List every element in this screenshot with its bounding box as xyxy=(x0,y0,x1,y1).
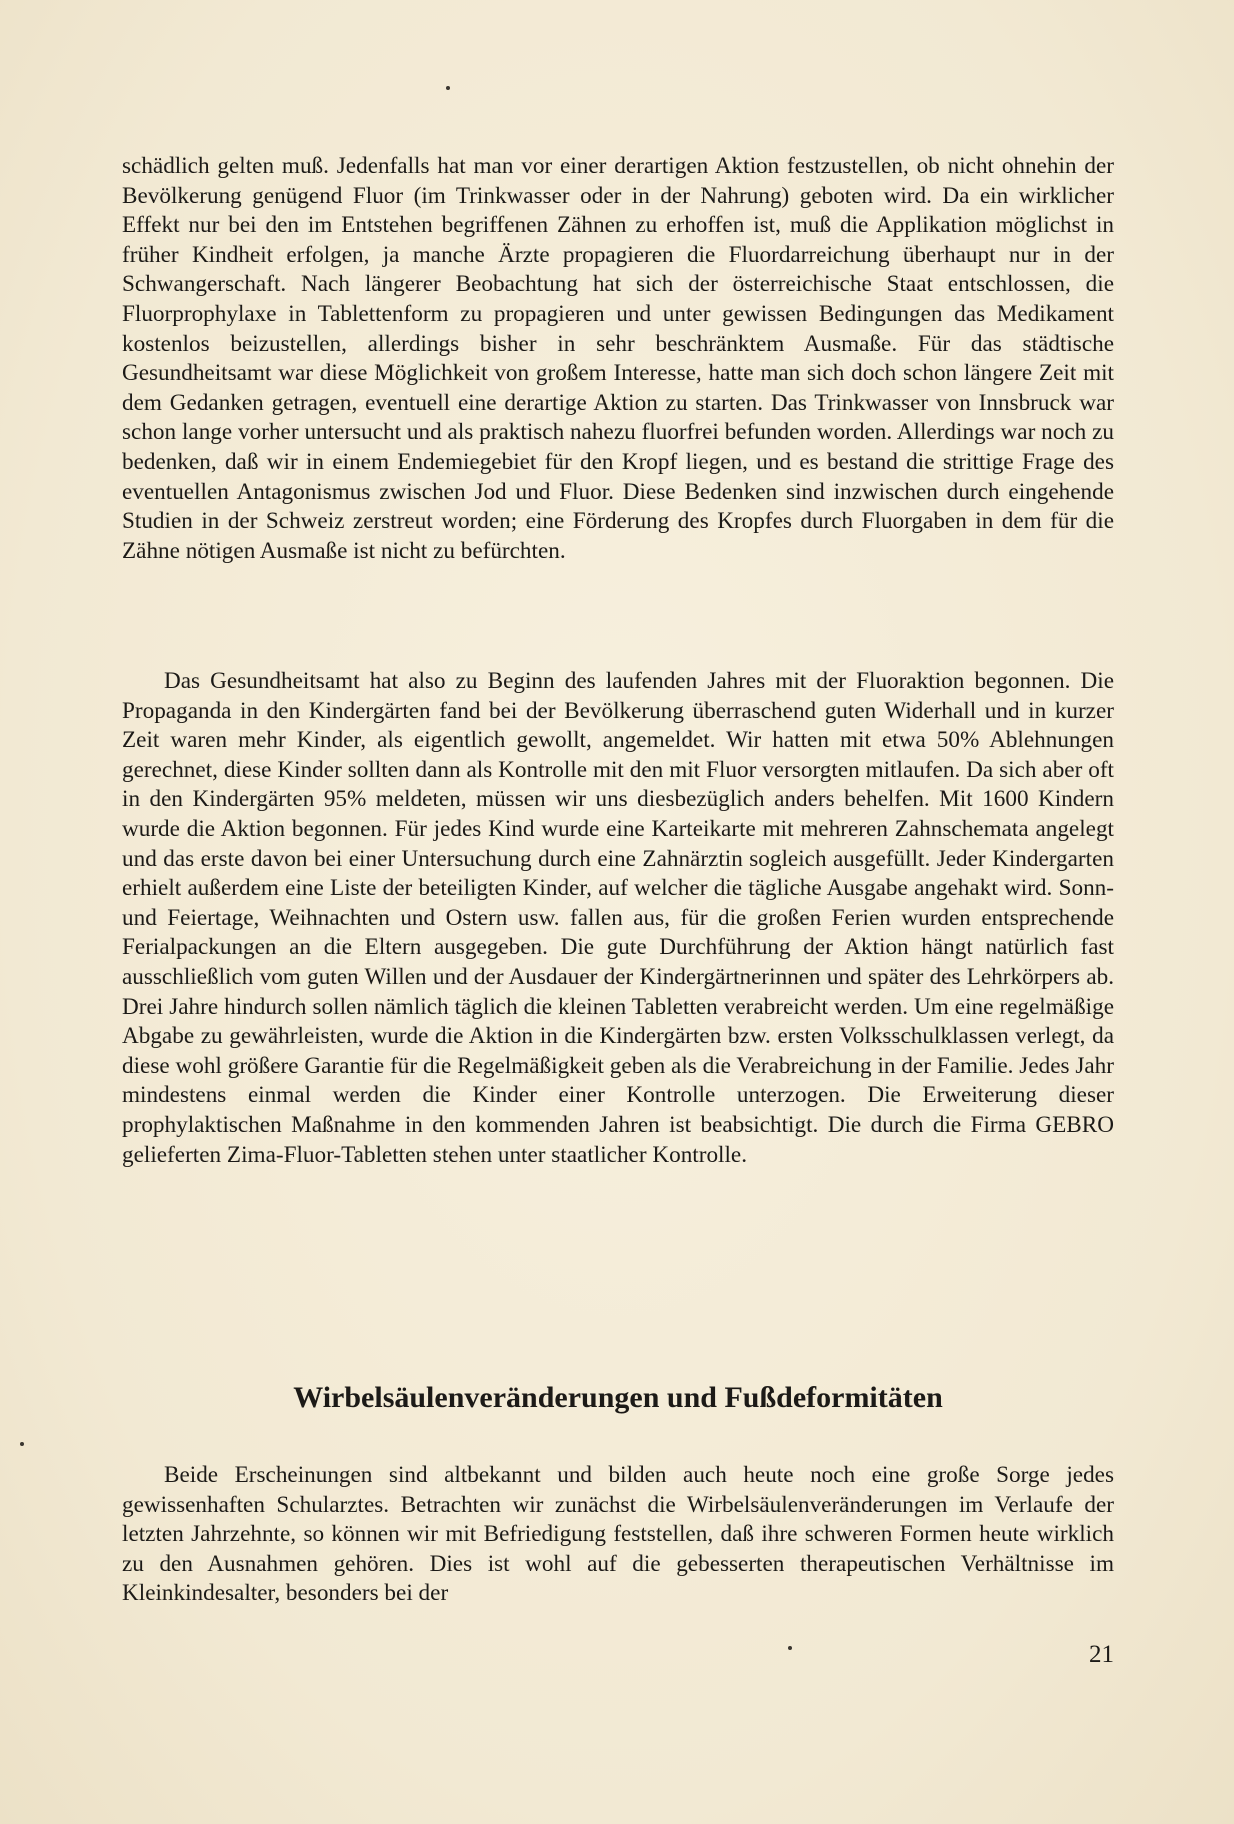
body-text-block xyxy=(122,1461,1114,1609)
section-heading: Wirbelsäulenveränderungen und Fußdeformitäten xyxy=(293,1381,943,1414)
page-number: 21 xyxy=(1089,1641,1114,1668)
paper-speck xyxy=(788,1646,792,1650)
body-text-block xyxy=(122,152,1114,566)
paragraph-spine-deformities: Beide Erscheinungen sind altbekannt und bilden auch heute noch eine große Sorge jedes gewissenhaften Schularztes. Betrachten wir zunächst die Wirbelsäulenveränderungen im Verlaufe der letzten Jahrzehnte, so können wir mit Befriedigung feststellen, daß ihre schweren Formen heute wirklich zu den Ausnahmen gehören. Dies ist wohl auf die gebesserten therapeutischen Verhältnisse im Kleinkindesalter, besonders bei der xyxy=(122,1462,1114,1607)
paper-speck xyxy=(446,86,450,90)
paper-speck xyxy=(20,1442,24,1446)
paragraph-fluor-campaign: Das Gesundheitsamt hat also zu Beginn des laufenden Jahres mit der Fluoraktion begonnen. Die Propaganda in den Kindergärten fand bei der Bevölkerung überraschend guten Widerhall und in kurzer Zeit waren mehr Kinder, als eigentlich gewollt, angemeldet. Wir hatten mit etwa 50% Ablehnungen gerechnet, diese Kinder sollten dann als Kontrolle mit den mit Fluor versorgten mitlaufen. Da sich aber oft in den Kindergärten 95% meldeten, müssen wir uns diesbezüglich anders behelfen. Mit 1600 Kindern wurde die Aktion begonnen. Für jedes Kind wurde eine Karteikarte mit mehreren Zahnschemata angelegt und das erste davon bei einer Untersuchung durch eine Zahnärztin sogleich ausgefüllt. Jeder Kindergarten erhielt außerdem eine Liste der beteiligten Kinder, auf welcher die tägliche Ausgabe angehakt wird. Sonn- und Feiertage, Weihnachten und Ostern usw. fallen aus, für die großen Ferien wurden entsprechende Ferialpackungen an die Eltern ausgegeben. Die gute Durchführung der Aktion hängt natürlich fast ausschließlich vom guten Willen und der Ausdauer der Kindergärtnerinnen und später des Lehrkörpers ab. Drei Jahre hindurch sollen nämlich täglich die kleinen Tabletten verabreicht werden. Um eine regelmäßige Abgabe zu gewährleisten, wurde die Aktion in die Kindergärten bzw. ersten Volksschulklassen verlegt, da diese wohl größere Garantie für die Regelmäßigkeit geben als die Verabreichung in der Familie. Jedes Jahr mindestens einmal werden die Kinder einer Kontrolle unterzogen. Die Erweiterung dieser prophylaktischen Maßnahme in den kommenden Jahren ist beabsichtigt. Die durch die Firma GEBRO gelieferten Zima-Fluor-Tabletten stehen unter staatlicher Kontrolle. xyxy=(122,668,1114,1168)
body-text-block xyxy=(122,667,1114,1170)
paragraph-fluor-prophylaxis: schädlich gelten muß. Jedenfalls hat man vor einer derartigen Aktion festzustellen, ob nicht ohnehin der Bevölkerung genügend Fluor (im Trinkwasser oder in der Nahrung) geboten wird. Da ein wirklicher Effekt nur bei den im Entstehen begriffenen Zähnen zu erhoffen ist, muß die Applikation möglichst in früher Kindheit erfolgen, ja manche Ärzte propagieren die Fluordarreichung überhaupt nur in der Schwangerschaft. Nach längerer Beobachtung hat sich der österreichische Staat entschlossen, die Fluorprophylaxe in Tablettenform zu propagieren und unter gewissen Bedingungen das Medikament kostenlos beizustellen, allerdings bisher in sehr beschränktem Ausmaße. Für das städtische Gesundheitsamt war diese Möglichkeit von großem Interesse, hatte man sich doch schon längere Zeit mit dem Gedanken getragen, eventuell eine derartige Aktion zu starten. Das Trinkwasser von Innsbruck war schon lange vorher untersucht und als praktisch nahezu fluorfrei befunden worden. Allerdings war noch zu bedenken, daß wir in einem Endemiegebiet für den Kropf liegen, und es bestand die strittige Frage des eventuellen Antagonismus zwischen Jod und Fluor. Diese Bedenken sind inzwischen durch eingehende Studien in der Schweiz zerstreut worden; eine Förderung des Kropfes durch Fluorgaben in dem für die Zähne nötigen Ausmaße ist nicht zu befürchten. xyxy=(122,153,1114,564)
